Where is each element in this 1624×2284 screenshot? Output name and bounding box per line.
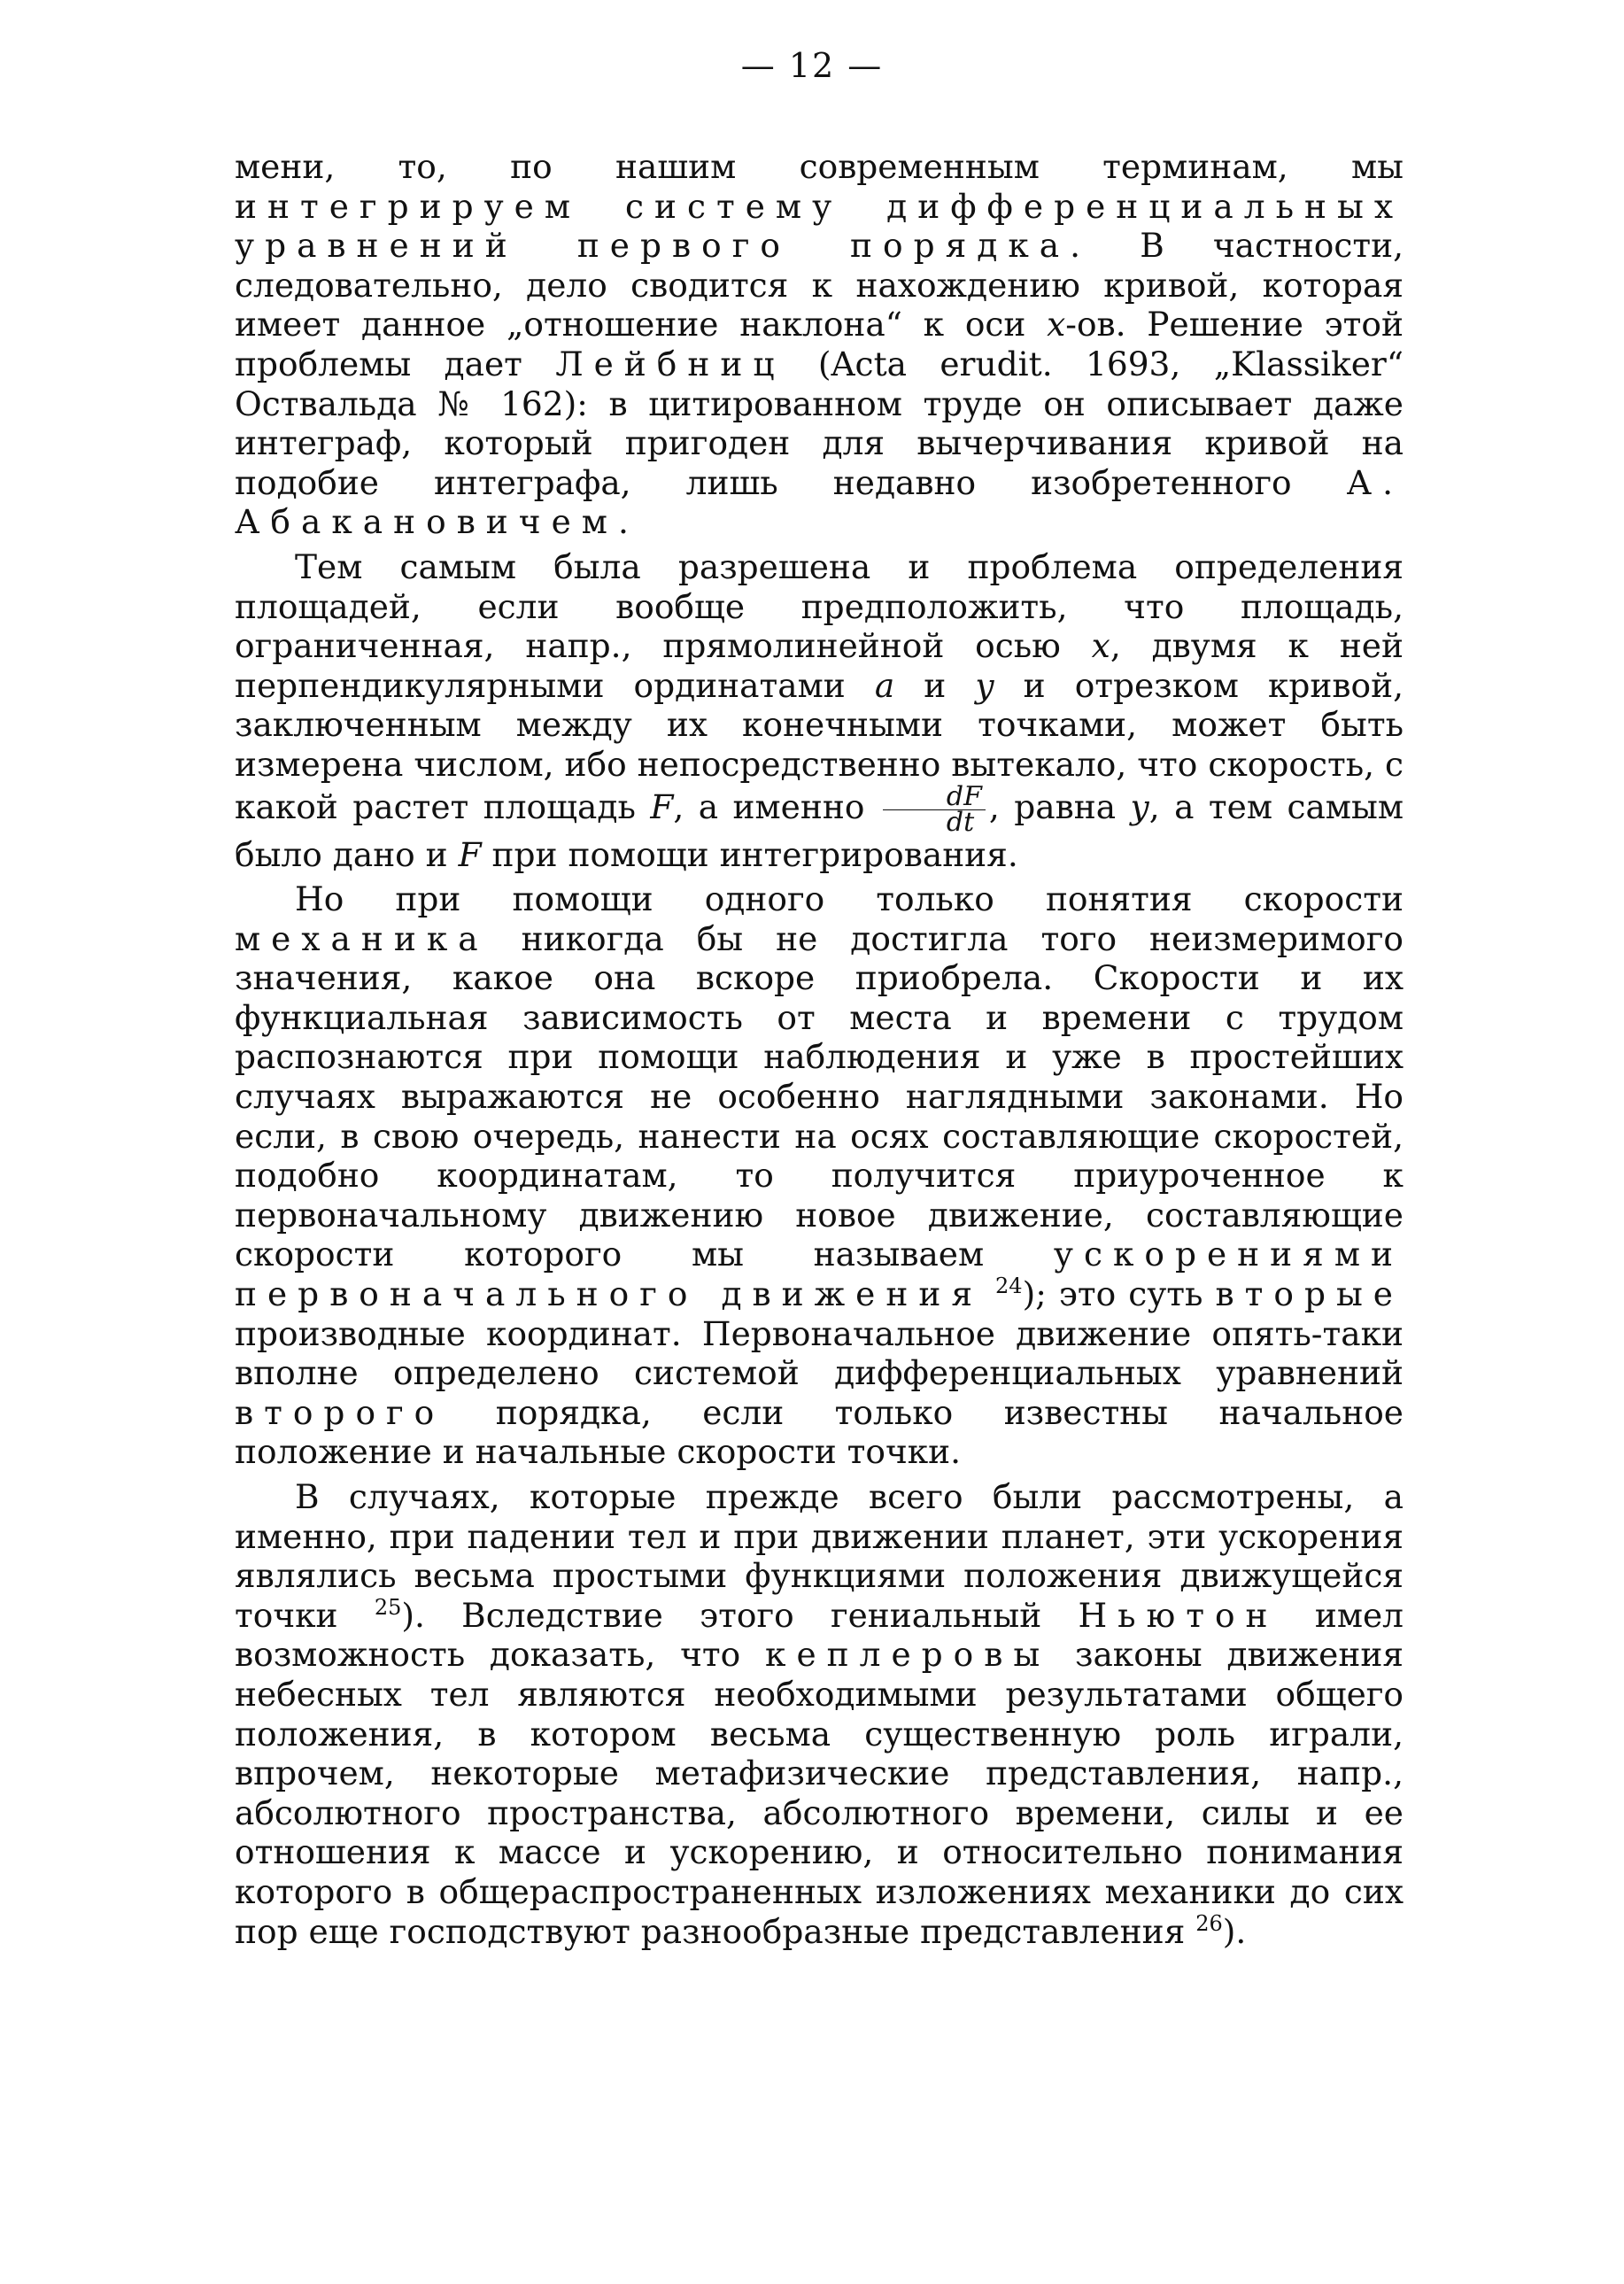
text-run: F: [458, 834, 482, 874]
text-run: производные координат. Первоначальное движение опять-таки вполне определено системой дифференциальных уравнений: [235, 1313, 1404, 1393]
page-number: — 12 —: [740, 46, 884, 85]
paragraph-2: [235, 547, 1404, 874]
text-run: Ньютон: [1078, 1595, 1279, 1635]
text-run: a: [874, 665, 895, 705]
text-run: механика: [235, 918, 489, 958]
text-run: вторые: [1215, 1274, 1404, 1314]
text-run: А. Абакановичем: [235, 462, 1404, 542]
text-run: мени, то, по нашим современным терминам, мы: [235, 147, 1404, 186]
paragraph-1: [235, 147, 1404, 542]
text-run: x: [1047, 305, 1066, 345]
footnote-ref-24: 24: [995, 1274, 1023, 1299]
body-text: [235, 147, 1404, 1951]
text-run: законы движения небесных тел являются необходимыми результатами общего положения, в котором весьма существенную роль играли, впрочем, некоторые метафизические представления, напр., абсолютного пространства, абсолютного времени, силы и ее отношения к массе и ускорению, и относительно понимания которого в общераспространенных изложениях механики до сих пор еще господствуют разнообразные представления: [235, 1635, 1404, 1951]
text-run: , равна: [988, 786, 1131, 826]
text-run: .: [617, 502, 629, 542]
text-run: dF: [883, 785, 986, 810]
text-run: dt: [946, 806, 975, 838]
text-run: , а именно: [673, 786, 879, 826]
text-run: x: [1091, 626, 1110, 666]
paragraph-4: [235, 1477, 1404, 1951]
text-run: имел возможность доказать, что: [235, 1595, 1404, 1675]
text-run: и отрезком кривой, заключенным между их конечными точками, может быть измерена числом, ибо непосредственно вытекало, что скорость, с какой растет площадь: [235, 665, 1404, 826]
text-run: Но при помощи одного только понятия скорости: [295, 879, 1404, 919]
text-run: ); это суть: [1022, 1274, 1216, 1314]
text-run: [983, 1274, 995, 1313]
text-run: y: [1130, 786, 1149, 826]
text-run: В случаях, которые прежде всего были рассмотрены, а именно, при падении тел и при движении планет, эти ускорения являлись весьма простыми функциями положения движущейся точки: [235, 1477, 1404, 1635]
text-run: ).: [1222, 1911, 1247, 1951]
text-run: В частности, следовательно, дело сводится к нахождению кривой, которая имеет данное „отношение наклона“ к оси: [235, 226, 1404, 345]
text-run: , а тем самым было дано и: [235, 786, 1404, 874]
text-run: y: [975, 665, 994, 705]
text-run: (Acta erudit. 1693, „Klassiker“ Оствальда № 162): в цитированном труде он описывает даже интеграф, который пригоден для вычерчивания кривой на подобие интеграфа, лишь недавно изобретенного: [235, 344, 1404, 502]
text-run: второго: [235, 1392, 445, 1432]
footnote-ref-25: 25: [374, 1594, 402, 1620]
text-run: Лейбниц: [555, 344, 785, 383]
text-run: никогда бы не достигла того неизмеримого значения, какое она вскоре приобрела. Скорости и их функциальная зависимость от места и времени с трудом распознаются при помощи наблюдения и уже в простейших случаях выражаются не особенно наглядными законами. Но если, в свою очередь, нанести на осях составляющие скоростей, подобно координатам, то получится приуроченное к первоначальному движению новое движение, составляющие скорости которого мы называем: [235, 918, 1404, 1274]
text-run: F: [650, 786, 674, 826]
footnote-ref-26: 26: [1195, 1910, 1223, 1936]
text-run: ускорениями первоначального движения: [235, 1235, 1404, 1314]
derivative-fraction: [883, 780, 986, 838]
text-run: при помощи интегрирования.: [481, 834, 1018, 874]
text-run: интегрируем систему дифференциальных уравнений первого порядка.: [235, 186, 1404, 266]
text-run: и: [894, 665, 976, 705]
text-run: порядка, если только известны начальное положение и начальные скорости точки.: [235, 1392, 1404, 1472]
text-run: , двумя к ней перпендикулярными ординатами: [235, 626, 1404, 705]
text-run: Тем самым была разрешена и проблема определения площадей, если вообще предположить, что площадь, ограниченная, напр., прямолинейной осью: [235, 546, 1404, 666]
text-run: -ов. Решение этой проблемы дает: [235, 305, 1404, 383]
paragraph-3: [235, 879, 1404, 1472]
text-run: кеплеровы: [765, 1635, 1051, 1675]
text-run: ). Вследствие этого гениальный: [401, 1595, 1079, 1635]
